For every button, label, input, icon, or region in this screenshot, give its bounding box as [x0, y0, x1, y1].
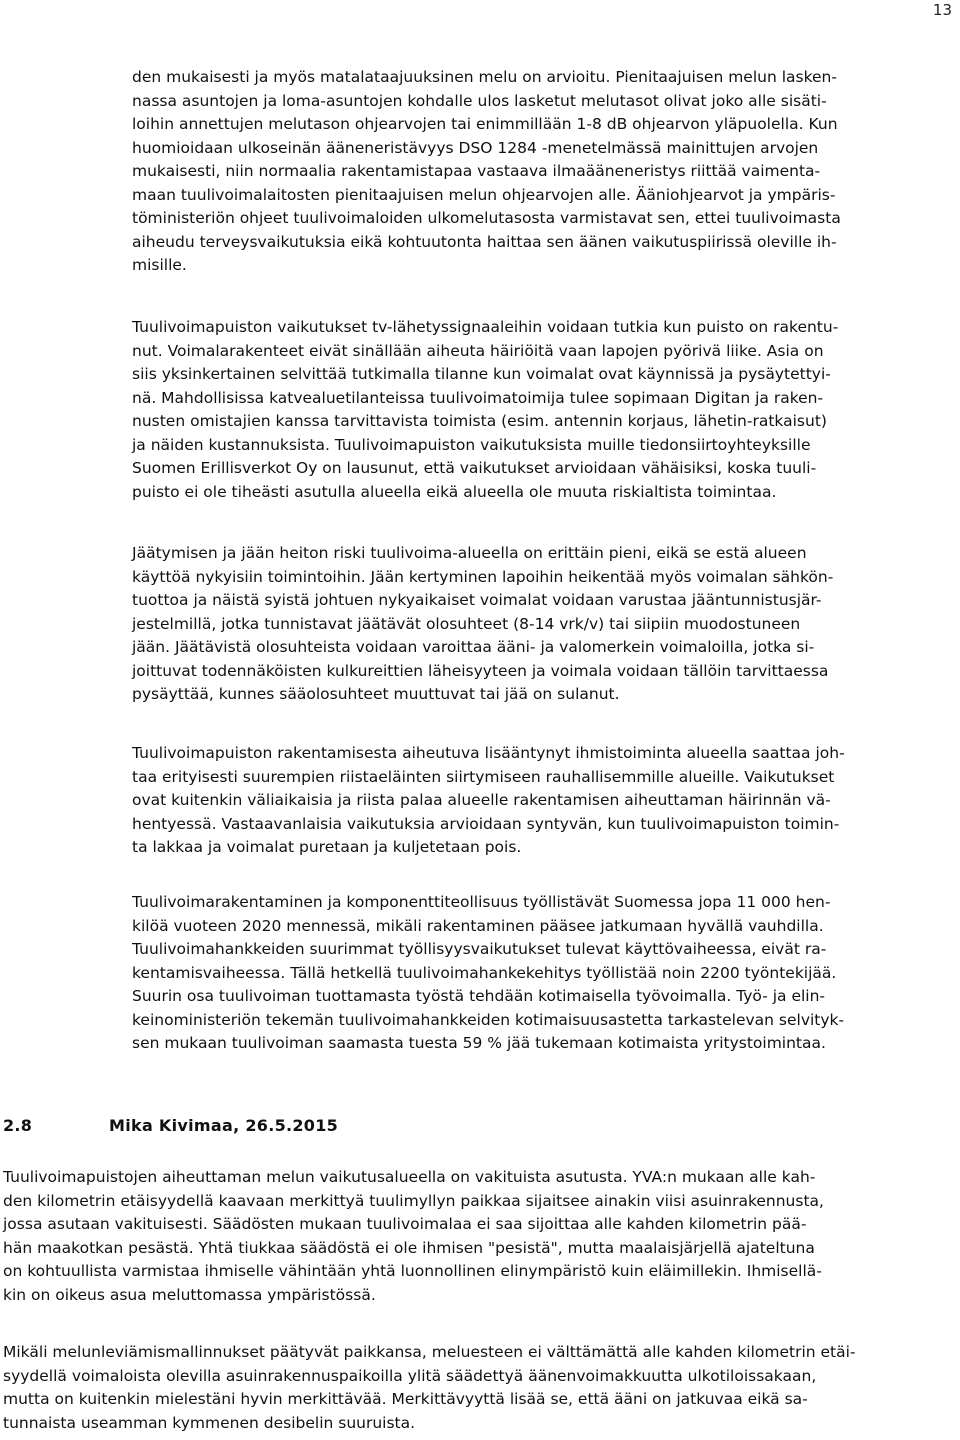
text-line: maan tuulivoimalaitosten pienitaajuisen melun ohjearvojen alle. Ääniohjearvot ja ympäris-	[132, 185, 836, 204]
text-line: pysäyttää, kunnes sääolosuhteet muuttuvat tai jää on sulanut.	[132, 685, 620, 703]
text-line: kentamisvaiheessa. Tällä hetkellä tuulivoimahankekehitys työllistää noin 2200 työntekijää.	[132, 963, 837, 982]
text-line: nut. Voimalarakenteet eivät sinällään aiheuta häiriöitä vaan lapojen pyörivä liike. Asia on	[132, 341, 824, 360]
text-line: töministeriön ohjeet tuulivoimaloiden ulkomelutasosta varmistavat sen, ettei tuulivoimasta	[132, 209, 841, 227]
text-line: Tuulivoimarakentaminen ja komponenttiteollisuus työllistävät Suomessa jopa 11 000 hen-	[132, 893, 831, 911]
text-line: aiheudu terveysvaikutuksia eikä kohtuutonta haittaa sen äänen vaikutuspiirissä oleville ih-	[132, 232, 837, 251]
text-line: Suomen Erillisverkot Oy on lausunut, että vaikutukset arvioidaan vähäisiksi, koska tuuli-	[132, 459, 817, 477]
text-line: on kohtuullista varmistaa ihmiselle vähintään yhtä luonnollinen elinympäristö kuin eläimillekin. Ihmisellä-	[3, 1262, 822, 1280]
text-line: käyttöä nykyisiin toimintoihin. Jään kertyminen lapoihin heikentää myös voimalan sähkön-	[132, 567, 834, 586]
text-line: tunnaista useamman kymmenen desibelin suuruista.	[3, 1413, 416, 1432]
text-line: jossa asutaan vakituisesti. Säädösten mukaan tuulivoimalaa ei saa sijoittaa alle kahden kilometrin pää-	[3, 1215, 807, 1233]
text-line: joittuvat todennäköisten kulkureittien läheisyyteen ja voimala voidaan tällöin tarvittaessa	[132, 661, 829, 680]
text-line: siis yksinkertainen selvittää tutkimalla tilanne kun voimalat ovat käynnissä ja pysäytettyi-	[132, 365, 831, 383]
text-line: kilöä vuoteen 2020 mennessä, mikäli rakentaminen pääsee jatkumaan hyvällä vauhdilla.	[132, 916, 824, 935]
paragraph-employment	[132, 891, 957, 1056]
section-title: Mika Kivimaa, 26.5.2015	[109, 1116, 339, 1135]
text-line: nassa asuntojen ja loma-asuntojen kohdalle ulos lasketut melutasot olivat joko alle sisäti-	[132, 91, 827, 110]
text-line: mukaisesti, niin normaalia rakentamistapaa vastaava ilmaääneneristys riittää vaimenta-	[132, 162, 821, 180]
paragraph-tv-signals	[132, 316, 957, 504]
text-line: sen mukaan tuulivoiman saamasta tuesta 59 % jää tukemaan kotimaista yritystoimintaa.	[132, 1034, 826, 1052]
section-heading	[3, 1114, 338, 1138]
text-line: hentyessä. Vastaavanlaisia vaikutuksia arvioidaan syntyvän, kun tuulivoimapuiston toimin-	[132, 814, 840, 833]
text-line: keinoministeriön tekemän tuulivoimahankkeiden kotimaisuusastetta tarkastelevan selvityk-	[132, 1010, 845, 1029]
paragraph-game-animals	[132, 742, 957, 860]
text-line: huomioidaan ulkoseinän ääneneristävyys DSO 1284 -menetelmässä mainittujen arvojen	[132, 138, 819, 157]
text-line: ta lakkaa ja voimalat puretaan ja kuljetetaan pois.	[132, 838, 522, 856]
text-line: Suurin osa tuulivoiman tuottamasta työstä tehdään kotimaisella työvoimalla. Työ- ja elin-	[132, 987, 826, 1005]
paragraph-icing-risk	[132, 542, 957, 707]
text-line: nä. Mahdollisissa katvealuetilanteissa tuulivoimatoimija tulee sopimaan Digitan ja raken-	[132, 388, 824, 407]
text-line: nusten omistajien kanssa tarvittavista toimista (esim. antennin korjaus, lähetin-ratkaisut)	[132, 412, 827, 430]
section-number: 2.8	[3, 1116, 33, 1135]
text-line: jestelmillä, jotka tunnistavat jäätävät olosuhteet (8-14 vrk/v) tai siipiin muodostuneen	[132, 614, 801, 633]
text-line: puisto ei ole tiheästi asutulla alueella eikä alueella ole muuta riskialtista toimintaa.	[132, 482, 777, 501]
text-line: kin on oikeus asua meluttomassa ympäristössä.	[3, 1285, 376, 1304]
text-line: ovat kuitenkin väliaikaisia ja riista palaa alueelle rakentamisen aiheuttaman häirinnän vä-	[132, 791, 831, 809]
text-line: Mikäli melunleviämismallinnukset päätyvät paikkansa, meluesteen ei välttämättä alle kahden kilometrin etäi-	[3, 1343, 856, 1361]
text-line: Tuulivoimahankkeiden suurimmat työllisyysvaikutukset tulevat käyttövaiheessa, eivät ra-	[132, 940, 827, 958]
text-line: mutta on kuitenkin mielestäni hyvin merkittävää. Merkittävyyttä lisää se, että ääni on jatkuvaa eikä sa-	[3, 1390, 808, 1408]
text-line: syydellä voimaloista olevilla asuinrakennuspaikoilla ylitä säädettyä äänenvoimakkuutta ulkotiloissakaan,	[3, 1366, 817, 1385]
text-line: Jäätymisen ja jään heiton riski tuulivoima-alueella on erittäin pieni, eikä se estä alueen	[132, 544, 807, 562]
text-line: Tuulivoimapuiston vaikutukset tv-lähetyssignaaleihin voidaan tutkia kun puisto on rakentu-	[132, 318, 839, 336]
paragraph-low-frequency-noise	[132, 66, 957, 278]
text-line: misille.	[132, 256, 187, 274]
text-line: loihin annettujen melutason ohjearvojen tai enimmillään 1-8 dB ohjearvon yläpuolella. Kun	[132, 115, 838, 133]
text-line: den mukaisesti ja myös matalataajuuksinen melu on arvioitu. Pienitaajuisen melun lasken-	[132, 68, 837, 86]
text-line: tuottoa ja näistä syistä johtuen nykyaikaiset voimalat voidaan varustaa jääntunnistusjär-	[132, 591, 822, 609]
text-line: jään. Jäätävistä olosuhteista voidaan varoittaa ääni- ja valomerkein voimaloilla, jotka si-	[132, 638, 815, 656]
paragraph-noise-models	[3, 1341, 957, 1435]
paragraph-residential-noise	[3, 1166, 957, 1307]
page-number: 13	[932, 1, 952, 19]
text-line: taa erityisesti suurempien riistaeläinten siirtymiseen rauhallisemmille alueille. Vaikutukset	[132, 767, 835, 786]
text-line: Tuulivoimapuiston rakentamisesta aiheutuva lisääntynyt ihmistoiminta alueella saattaa joh-	[132, 744, 845, 762]
text-line: hän maakotkan pesästä. Yhtä tiukkaa säädöstä ei ole ihmisen "pesistä", mutta maalaisjärjellä ajateltuna	[3, 1238, 815, 1257]
text-line: Tuulivoimapuistojen aiheuttaman melun vaikutusalueella on vakituista asutusta. YVA:n mukaan alle kah-	[3, 1168, 816, 1186]
text-line: ja näiden kustannuksista. Tuulivoimapuiston vaikutuksista muille tiedonsiirtoyhteyksille	[132, 435, 811, 454]
text-line: den kilometrin etäisyydellä kaavaan merkittyä tuulimyllyn paikkaa sijaitsee ainakin viisi asuinrakennusta,	[3, 1191, 824, 1210]
